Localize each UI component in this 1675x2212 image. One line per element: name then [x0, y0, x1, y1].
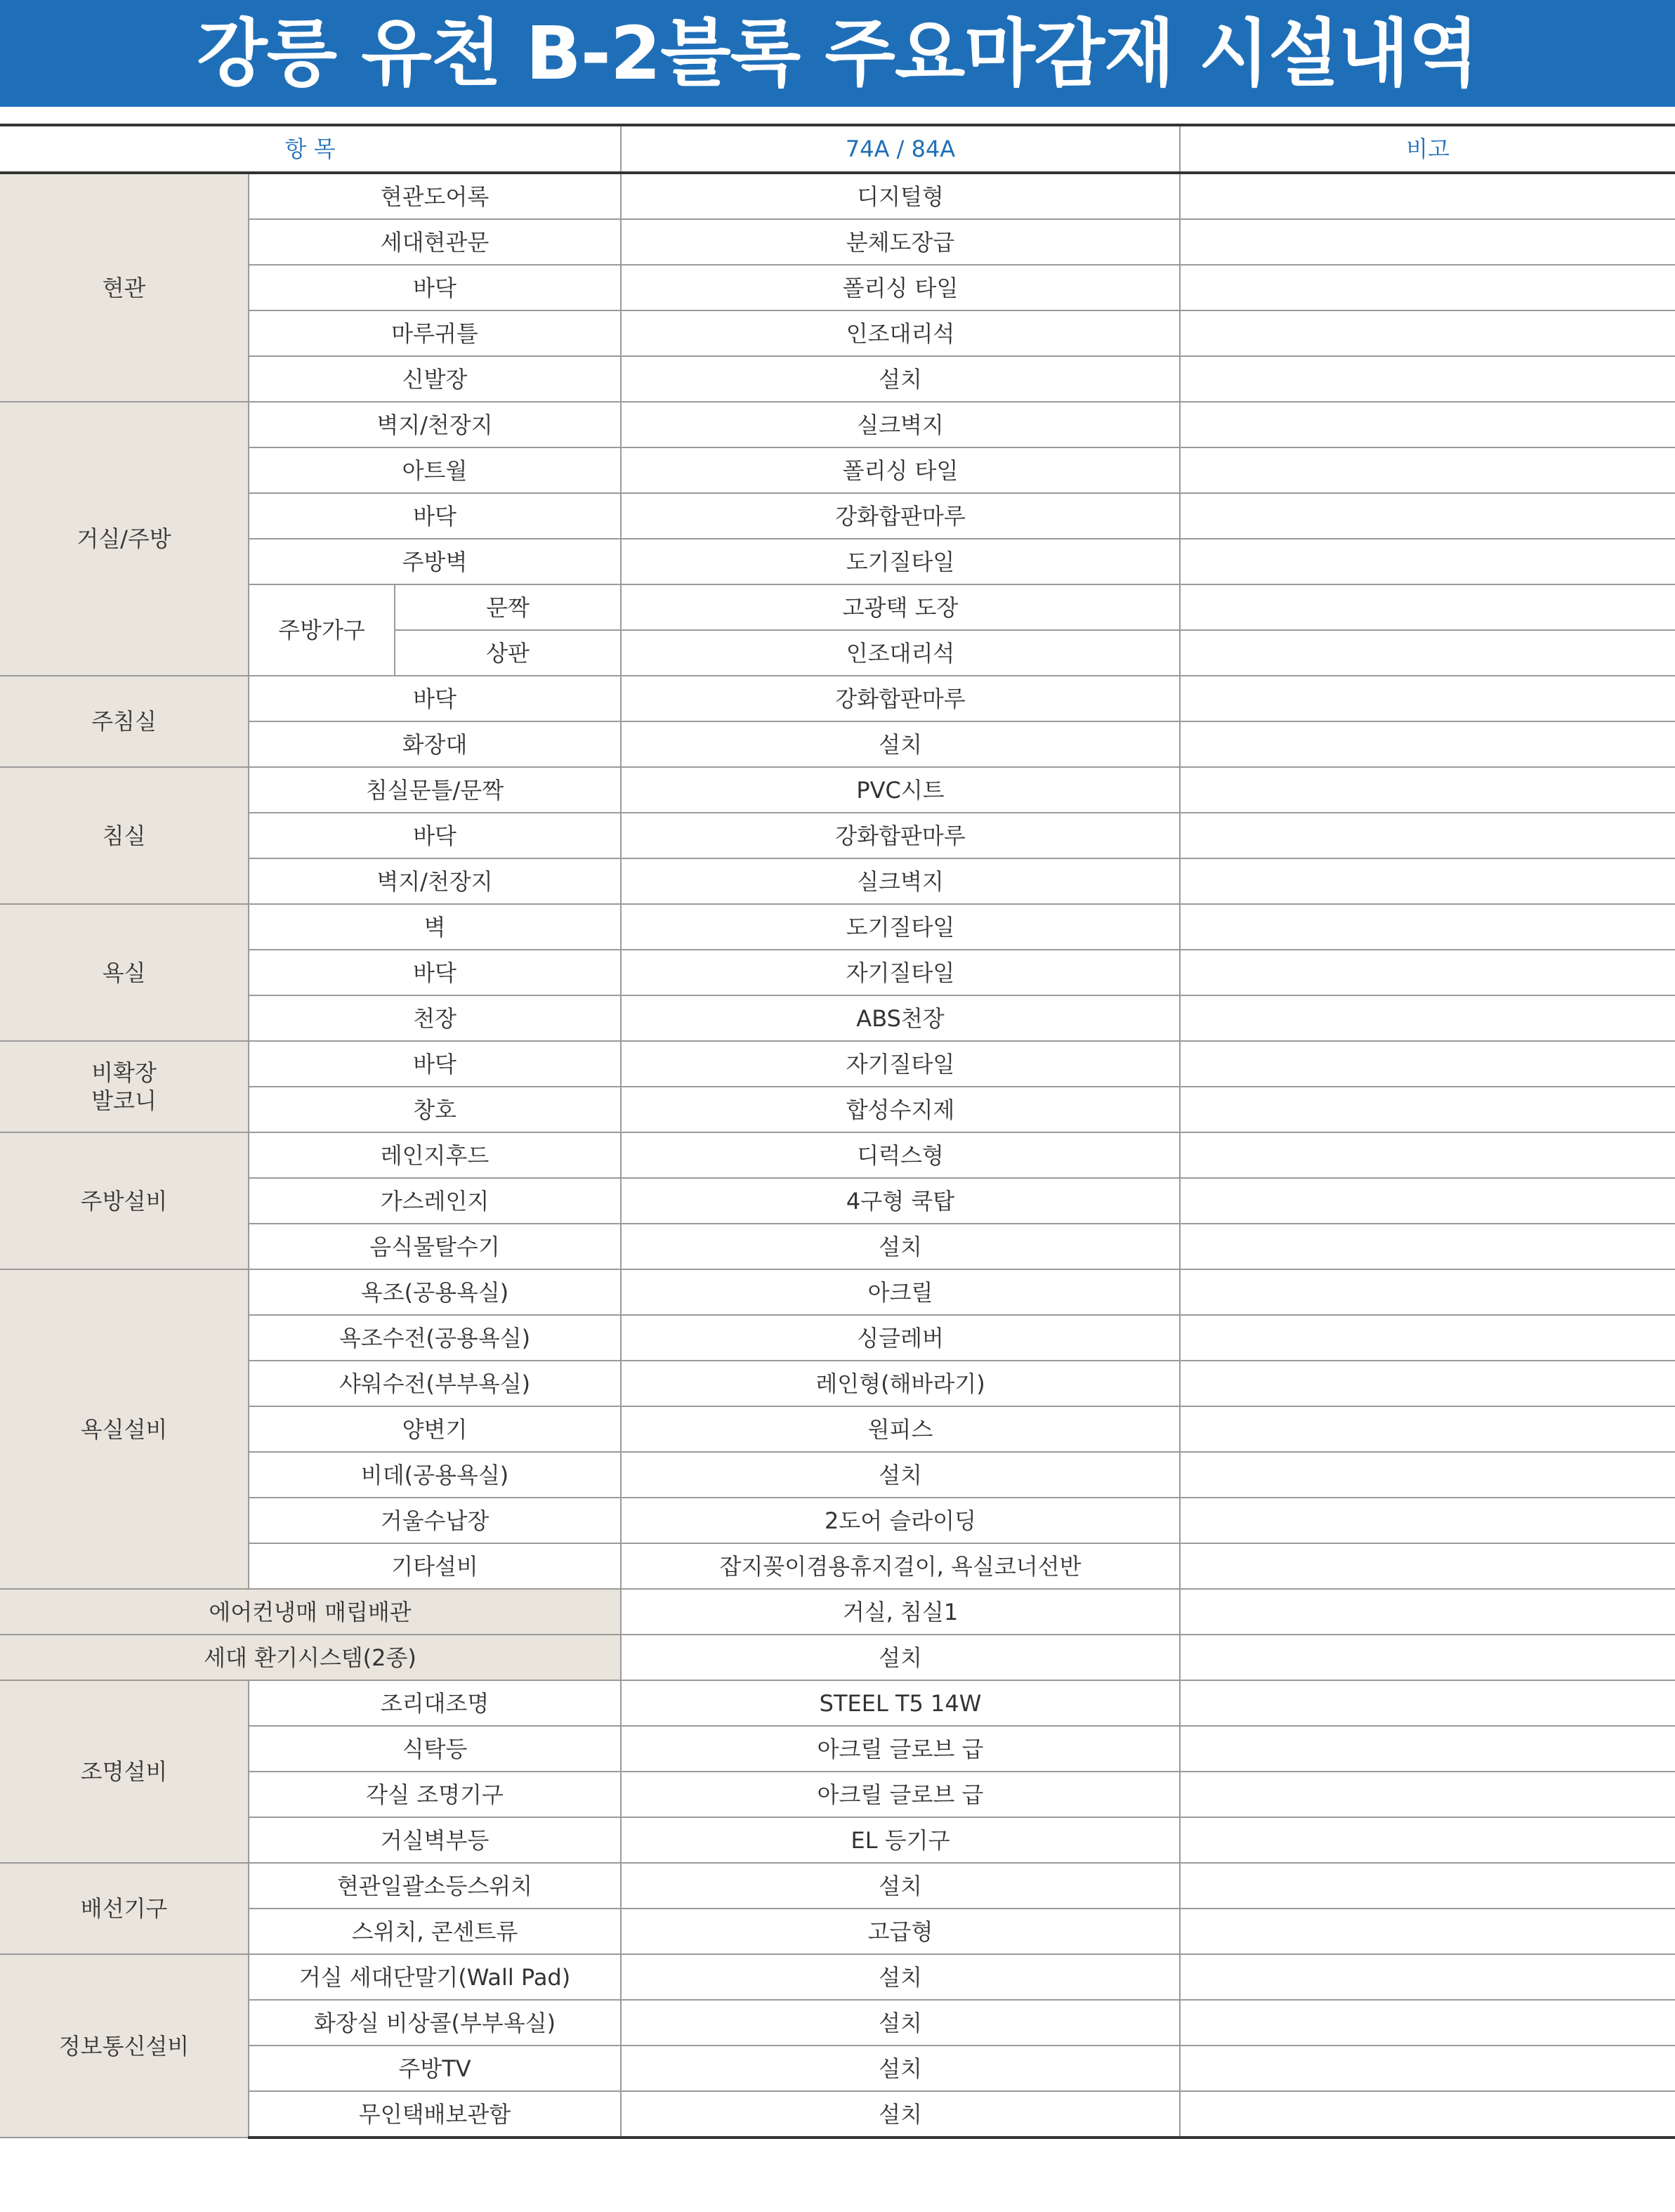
category-cell: 욕실설비: [0, 1269, 249, 1589]
item-cell: 신발장: [249, 356, 621, 402]
spec-cell: 싱글레버: [621, 1315, 1180, 1361]
table-row: [0, 2000, 1675, 2046]
note-cell: [1180, 219, 1675, 265]
item-cell: 양변기: [249, 1406, 621, 1452]
note-cell: [1180, 1589, 1675, 1635]
item-cell: 바닥: [249, 813, 621, 858]
category-cell: 주방설비: [0, 1132, 249, 1269]
category-cell: 세대 환기시스템(2종): [0, 1635, 621, 1680]
note-cell: [1180, 265, 1675, 310]
note-cell: [1180, 1041, 1675, 1087]
note-cell: [1180, 1132, 1675, 1178]
note-cell: [1180, 2091, 1675, 2138]
category-cell: 침실: [0, 767, 249, 904]
table-row: [0, 1589, 1675, 1635]
table-row: [0, 310, 1675, 356]
item-cell: 세대현관문: [249, 219, 621, 265]
spec-cell: 설치: [621, 1635, 1180, 1680]
table-header-row: [0, 125, 1675, 173]
item-cell: 가스레인지: [249, 1178, 621, 1224]
spec-cell: 합성수지제: [621, 1087, 1180, 1132]
item-cell: 벽: [249, 904, 621, 950]
table-row: [0, 1772, 1675, 1817]
table-row: [0, 356, 1675, 402]
sub-item-cell: 상판: [395, 630, 621, 676]
note-cell: [1180, 1909, 1675, 1954]
note-cell: [1180, 813, 1675, 858]
note-cell: [1180, 721, 1675, 767]
note-cell: [1180, 1863, 1675, 1909]
spec-cell: 2도어 슬라이딩: [621, 1498, 1180, 1543]
item-cell: 바닥: [249, 950, 621, 995]
spec-cell: 분체도장급: [621, 219, 1180, 265]
table-row: [0, 2046, 1675, 2091]
note-cell: [1180, 858, 1675, 904]
item-cell: 마루귀틀: [249, 310, 621, 356]
table-row: [0, 1224, 1675, 1269]
table-row: [0, 1132, 1675, 1178]
table-row: [0, 1315, 1675, 1361]
sub-group-cell: 주방가구: [249, 584, 395, 676]
category-cell: 현관: [0, 173, 249, 402]
spec-cell: 강화합판마루: [621, 813, 1180, 858]
category-cell: 거실/주방: [0, 402, 249, 676]
note-cell: [1180, 995, 1675, 1041]
sub-item-cell: 문짝: [395, 584, 621, 630]
item-cell: 욕조수전(공용욕실): [249, 1315, 621, 1361]
note-cell: [1180, 904, 1675, 950]
category-cell: 주침실: [0, 676, 249, 767]
note-cell: [1180, 676, 1675, 721]
category-cell: [0, 1041, 249, 1132]
spec-cell: 실크벽지: [621, 402, 1180, 447]
category-cell: 배선기구: [0, 1863, 249, 1954]
spec-cell: 아크릴: [621, 1269, 1180, 1315]
table-row: [0, 173, 1675, 219]
table-row: [0, 858, 1675, 904]
spec-cell: 강화합판마루: [621, 493, 1180, 539]
header-item: 항 목: [0, 125, 621, 173]
spec-cell: 자기질타일: [621, 950, 1180, 995]
table-row: [0, 995, 1675, 1041]
table-row: [0, 219, 1675, 265]
note-cell: [1180, 402, 1675, 447]
note-cell: [1180, 1087, 1675, 1132]
category-cell: 조명설비: [0, 1680, 249, 1863]
note-cell: [1180, 1635, 1675, 1680]
table-row: [0, 1498, 1675, 1543]
note-cell: [1180, 2046, 1675, 2091]
table-row: [0, 1680, 1675, 1726]
spec-cell: 폴리싱 타일: [621, 265, 1180, 310]
table-row: [0, 1361, 1675, 1406]
note-cell: [1180, 1178, 1675, 1224]
note-cell: [1180, 950, 1675, 995]
spec-cell: 설치: [621, 2091, 1180, 2138]
note-cell: [1180, 1680, 1675, 1726]
item-cell: 각실 조명기구: [249, 1772, 621, 1817]
table-row: [0, 1406, 1675, 1452]
note-cell: [1180, 356, 1675, 402]
table-row: [0, 2091, 1675, 2138]
category-line: 발코니: [91, 1087, 157, 1114]
note-cell: [1180, 1406, 1675, 1452]
item-cell: 조리대조명: [249, 1680, 621, 1726]
category-cell: 욕실: [0, 904, 249, 1041]
table-row: [0, 904, 1675, 950]
category-line: 비확장: [91, 1059, 157, 1086]
note-cell: [1180, 1543, 1675, 1589]
note-cell: [1180, 1817, 1675, 1863]
table-row: [0, 447, 1675, 493]
table-row: [0, 1909, 1675, 1954]
spec-cell: PVC시트: [621, 767, 1180, 813]
note-cell: [1180, 1269, 1675, 1315]
table-row: [0, 584, 1675, 630]
item-cell: 화장실 비상콜(부부욕실): [249, 2000, 621, 2046]
item-cell: 바닥: [249, 493, 621, 539]
item-cell: 식탁등: [249, 1726, 621, 1772]
table-row: [0, 1817, 1675, 1863]
note-cell: [1180, 447, 1675, 493]
item-cell: 샤워수전(부부욕실): [249, 1361, 621, 1406]
item-cell: 창호: [249, 1087, 621, 1132]
spec-cell: 고광택 도장: [621, 584, 1180, 630]
table-row: [0, 950, 1675, 995]
item-cell: 바닥: [249, 1041, 621, 1087]
header-spec: 74A / 84A: [621, 125, 1180, 173]
item-cell: 거실 세대단말기(Wall Pad): [249, 1954, 621, 2000]
note-cell: [1180, 539, 1675, 584]
category-cell: 정보통신설비: [0, 1954, 249, 2138]
spec-cell: EL 등기구: [621, 1817, 1180, 1863]
item-cell: 거울수납장: [249, 1498, 621, 1543]
note-cell: [1180, 584, 1675, 630]
item-cell: 벽지/천장지: [249, 858, 621, 904]
table-row: [0, 1041, 1675, 1087]
spec-cell: 설치: [621, 1954, 1180, 2000]
spec-cell: 고급형: [621, 1909, 1180, 1954]
spec-cell: 아크릴 글로브 급: [621, 1772, 1180, 1817]
table-row: [0, 813, 1675, 858]
note-cell: [1180, 1726, 1675, 1772]
spec-cell: 자기질타일: [621, 1041, 1180, 1087]
item-cell: 거실벽부등: [249, 1817, 621, 1863]
note-cell: [1180, 1452, 1675, 1498]
table-row: [0, 1452, 1675, 1498]
item-cell: 천장: [249, 995, 621, 1041]
note-cell: [1180, 1498, 1675, 1543]
spec-cell: 거실, 침실1: [621, 1589, 1180, 1635]
item-cell: 욕조(공용욕실): [249, 1269, 621, 1315]
spec-cell: 도기질타일: [621, 539, 1180, 584]
spec-cell: STEEL T5 14W: [621, 1680, 1180, 1726]
table-row: [0, 1726, 1675, 1772]
spec-cell: 설치: [621, 1224, 1180, 1269]
item-cell: 아트월: [249, 447, 621, 493]
table-row: [0, 1178, 1675, 1224]
spec-cell: 디지털형: [621, 173, 1180, 219]
item-cell: 주방벽: [249, 539, 621, 584]
table-row: [0, 493, 1675, 539]
note-cell: [1180, 173, 1675, 219]
spec-cell: 도기질타일: [621, 904, 1180, 950]
spec-cell: 인조대리석: [621, 630, 1180, 676]
note-cell: [1180, 1954, 1675, 2000]
spec-cell: 레인형(해바라기): [621, 1361, 1180, 1406]
note-cell: [1180, 310, 1675, 356]
note-cell: [1180, 1361, 1675, 1406]
note-cell: [1180, 2000, 1675, 2046]
spec-cell: 설치: [621, 1452, 1180, 1498]
item-cell: 벽지/천장지: [249, 402, 621, 447]
table-row: [0, 1954, 1675, 2000]
item-cell: 현관일괄소등스위치: [249, 1863, 621, 1909]
item-cell: 기타설비: [249, 1543, 621, 1589]
note-cell: [1180, 767, 1675, 813]
item-cell: 주방TV: [249, 2046, 621, 2091]
item-cell: 바닥: [249, 265, 621, 310]
spec-cell: 설치: [621, 2046, 1180, 2091]
note-cell: [1180, 493, 1675, 539]
table-row: [0, 676, 1675, 721]
item-cell: 레인지후드: [249, 1132, 621, 1178]
table-row: [0, 1635, 1675, 1680]
note-cell: [1180, 1224, 1675, 1269]
spec-cell: 설치: [621, 356, 1180, 402]
spec-cell: 폴리싱 타일: [621, 447, 1180, 493]
spec-cell: 강화합판마루: [621, 676, 1180, 721]
table-row: [0, 767, 1675, 813]
category-cell: 에어컨냉매 매립배관: [0, 1589, 621, 1635]
item-cell: 비데(공용욕실): [249, 1452, 621, 1498]
spec-cell: 원피스: [621, 1406, 1180, 1452]
spec-cell: 설치: [621, 1863, 1180, 1909]
spec-cell: 4구형 쿡탑: [621, 1178, 1180, 1224]
table-row: [0, 1269, 1675, 1315]
table-row: [0, 265, 1675, 310]
spec-cell: 설치: [621, 2000, 1180, 2046]
table-row: [0, 402, 1675, 447]
item-cell: 무인택배보관함: [249, 2091, 621, 2138]
item-cell: 침실문틀/문짝: [249, 767, 621, 813]
item-cell: 스위치, 콘센트류: [249, 1909, 621, 1954]
spec-cell: 아크릴 글로브 급: [621, 1726, 1180, 1772]
spec-cell: 인조대리석: [621, 310, 1180, 356]
spec-cell: 디럭스형: [621, 1132, 1180, 1178]
item-cell: 현관도어록: [249, 173, 621, 219]
table-row: [0, 1543, 1675, 1589]
spec-cell: 실크벽지: [621, 858, 1180, 904]
finishing-materials-table: [0, 124, 1675, 2139]
item-cell: 화장대: [249, 721, 621, 767]
spec-cell: 잡지꽂이겸용휴지걸이, 욕실코너선반: [621, 1543, 1180, 1589]
note-cell: [1180, 1315, 1675, 1361]
page-title: 강릉 유천 B-2블록 주요마감재 시설내역: [0, 0, 1675, 107]
table-row: [0, 1863, 1675, 1909]
note-cell: [1180, 1772, 1675, 1817]
table-row: [0, 539, 1675, 584]
spec-cell: 설치: [621, 721, 1180, 767]
spec-cell: ABS천장: [621, 995, 1180, 1041]
table-row: [0, 721, 1675, 767]
item-cell: 바닥: [249, 676, 621, 721]
note-cell: [1180, 630, 1675, 676]
header-note: 비고: [1180, 125, 1675, 173]
table-row: [0, 1087, 1675, 1132]
item-cell: 음식물탈수기: [249, 1224, 621, 1269]
